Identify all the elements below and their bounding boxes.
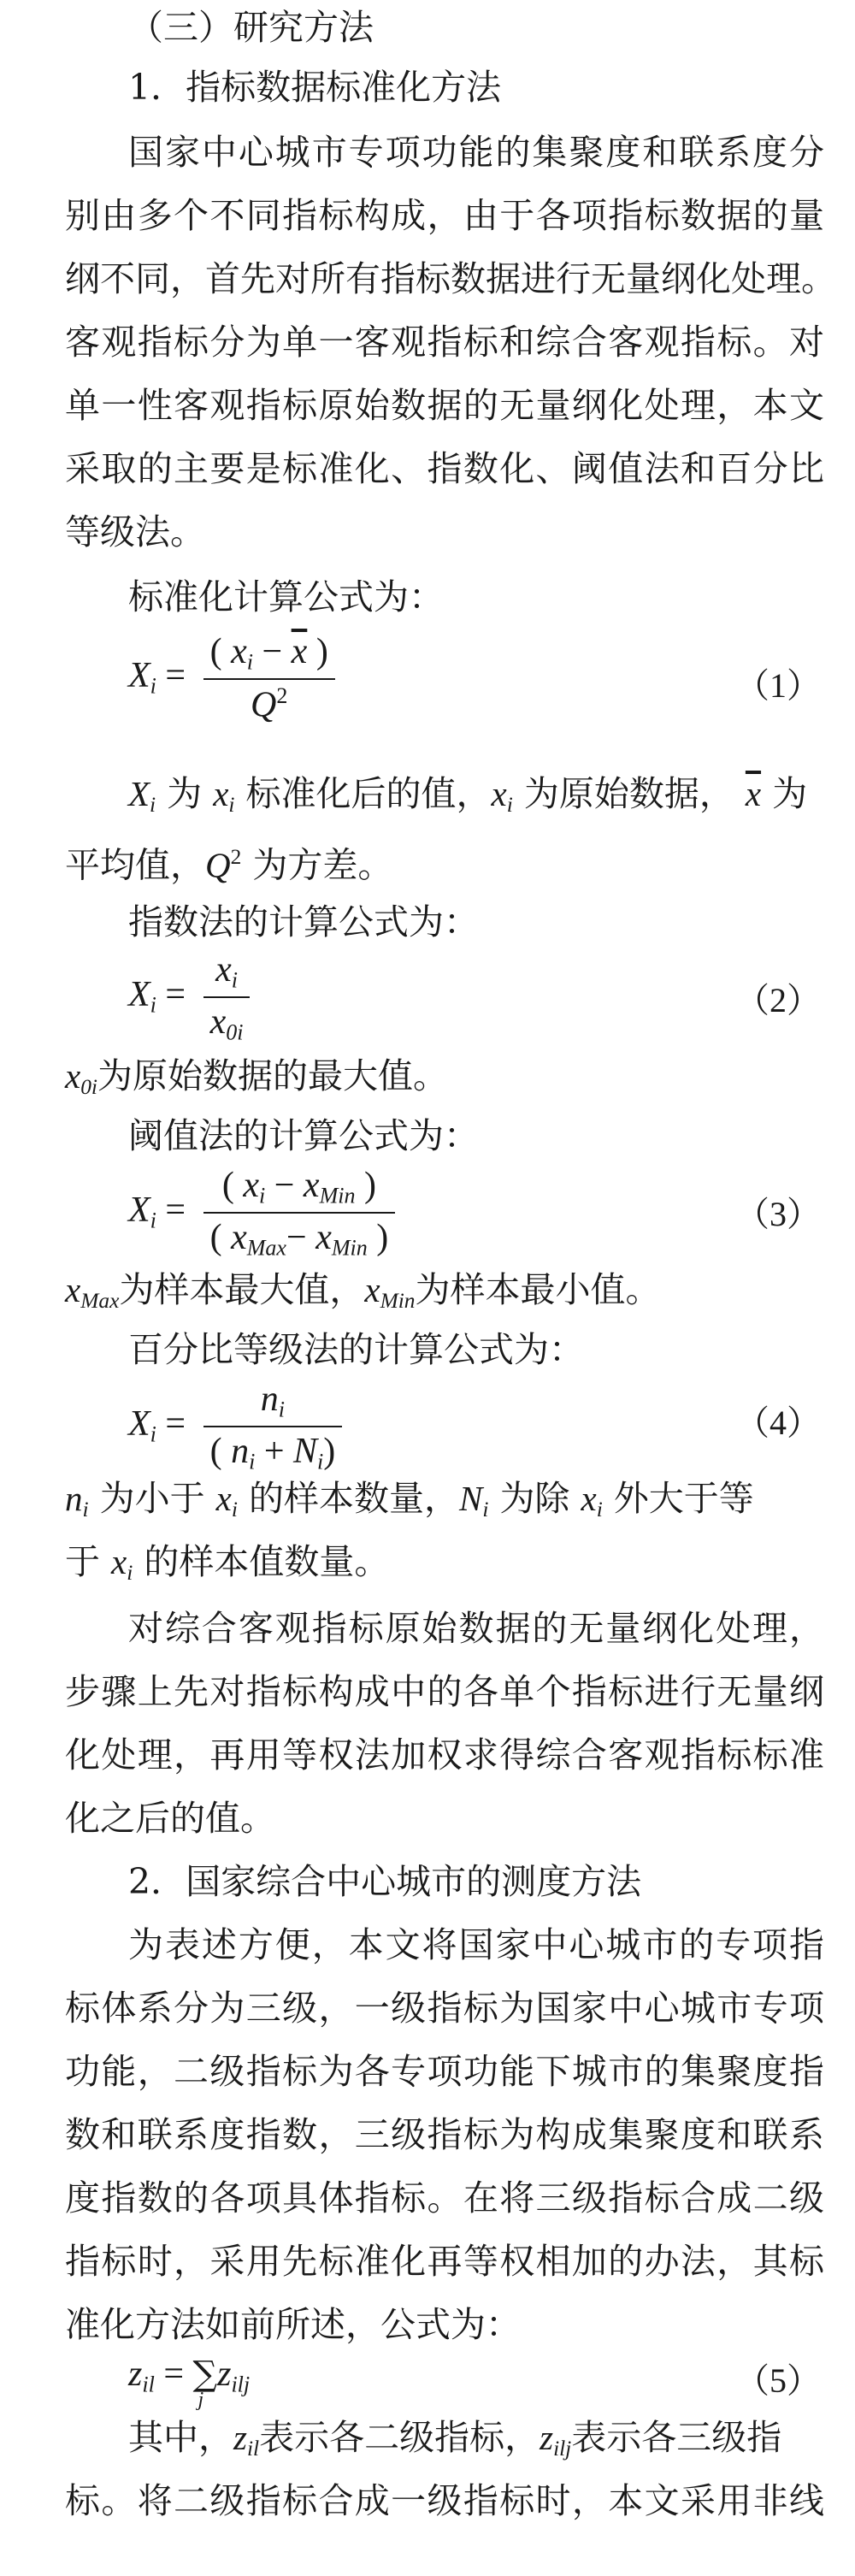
equation-1-note: 平均值，$Q^2$ 为方差。 (65, 844, 393, 886)
equation-2-number: （2） (735, 981, 821, 1019)
equation-4-number: （4） (735, 1403, 821, 1442)
paragraph-3-line: 功能，二级指标为各专项功能下城市的集聚度指 (65, 2051, 824, 2092)
paragraph-1-line: 等级法。 (65, 511, 205, 552)
paragraph-4-line: 其中，$z_{il}$表示各二级指标，$z_{ilj}$表示各三级指 (128, 2417, 782, 2461)
section-heading: （三）研究方法 (128, 7, 374, 48)
paragraph-1-line: 单一性客观指标原始数据的无量纲化处理，本文 (65, 385, 824, 426)
paragraph-4-line: 标。将二级指标合成一级指标时，本文采用非线 (65, 2480, 824, 2521)
percentile-method-intro: 百分比等级法的计算公式为： (128, 1329, 584, 1370)
equation-1: $X_i$ = $\frac{( x_i - \overline{x} )}{Q^2}$ (128, 631, 335, 726)
paragraph-1-line: 国家中心城市专项功能的集聚度和联系度分 (128, 132, 824, 173)
equation-3: $X_i$ = $\frac{( x_i - x_{Min} )}{( x_{Max}- x_{Min} )}$ (128, 1165, 395, 1261)
equation-3-note: $x_{Max}$为样本最大值，$x_{Min}$为样本最小值。 (65, 1269, 661, 1314)
equation-2-note: $x_{0i}$为原始数据的最大值。 (65, 1055, 448, 1100)
subsection-heading-1: 1．指标数据标准化方法 (128, 67, 502, 108)
equation-5-number: （5） (735, 2361, 821, 2400)
equation-4-note: 于 $x_i$ 的样本值数量。 (65, 1541, 390, 1586)
paragraph-3-line: 准化方法如前所述，公式为： (65, 2304, 521, 2345)
equation-1-number: （1） (735, 666, 821, 705)
threshold-method-intro: 阈值法的计算公式为： (128, 1115, 479, 1156)
paragraph-3-line: 数和联系度指数，三级指标为构成集聚度和联系 (65, 2114, 824, 2155)
equation-5: $z_{il}$ = ∑ j $z_{ilj}$ (128, 2354, 251, 2411)
equation-3-number: （3） (735, 1195, 821, 1233)
subsection-heading-2: 2．国家综合中心城市的测度方法 (128, 1861, 642, 1902)
paragraph-3-line: 度指数的各项具体指标。在将三级指标合成二级 (65, 2177, 824, 2219)
paragraph-1-line: 纲不同，首先对所有指标数据进行无量纲化处理。 (65, 258, 836, 299)
index-method-intro: 指数法的计算公式为： (128, 901, 479, 942)
paragraph-2-line: 步骤上先对指标构成中的各单个指标进行无量纲 (65, 1671, 824, 1712)
standardization-intro: 标准化计算公式为： (128, 576, 444, 617)
paragraph-2-line: 化处理，再用等权法加权求得综合客观指标标准 (65, 1734, 824, 1775)
paragraph-3-line: 为表述方便，本文将国家中心城市的专项指 (128, 1924, 824, 1965)
paragraph-3-line: 指标时，采用先标准化再等权相加的办法，其标 (65, 2241, 824, 2282)
equation-4: $X_i$ = $\frac{n_i}{( n_i + N_i)}$ (128, 1379, 342, 1475)
paragraph-1-line: 别由多个不同指标构成，由于各项指标数据的量 (65, 195, 824, 236)
equation-4-note: $n_i$ 为小于 $x_i$ 的样本数量，$N_i$ 为除 $x_i$ 外大于等 (65, 1478, 754, 1522)
paragraph-1-line: 采取的主要是标准化、指数化、阈值法和百分比 (65, 448, 824, 489)
paragraph-2-line: 对综合客观指标原始数据的无量纲化处理， (128, 1608, 824, 1649)
equation-2: $X_i$ = $\frac{x_i}{x_{0i}}$ (128, 949, 250, 1046)
paragraph-3-line: 标体系分为三级，一级指标为国家中心城市专项 (65, 1988, 824, 2029)
equation-1-note: $X_i$ 为 $x_i$ 标准化后的值，$x_i$ 为原始数据， $\overline{x}$ 为 (128, 773, 808, 818)
paragraph-2-line: 化之后的值。 (65, 1798, 275, 1839)
paragraph-1-line: 客观指标分为单一客观指标和综合客观指标。对 (65, 322, 824, 363)
